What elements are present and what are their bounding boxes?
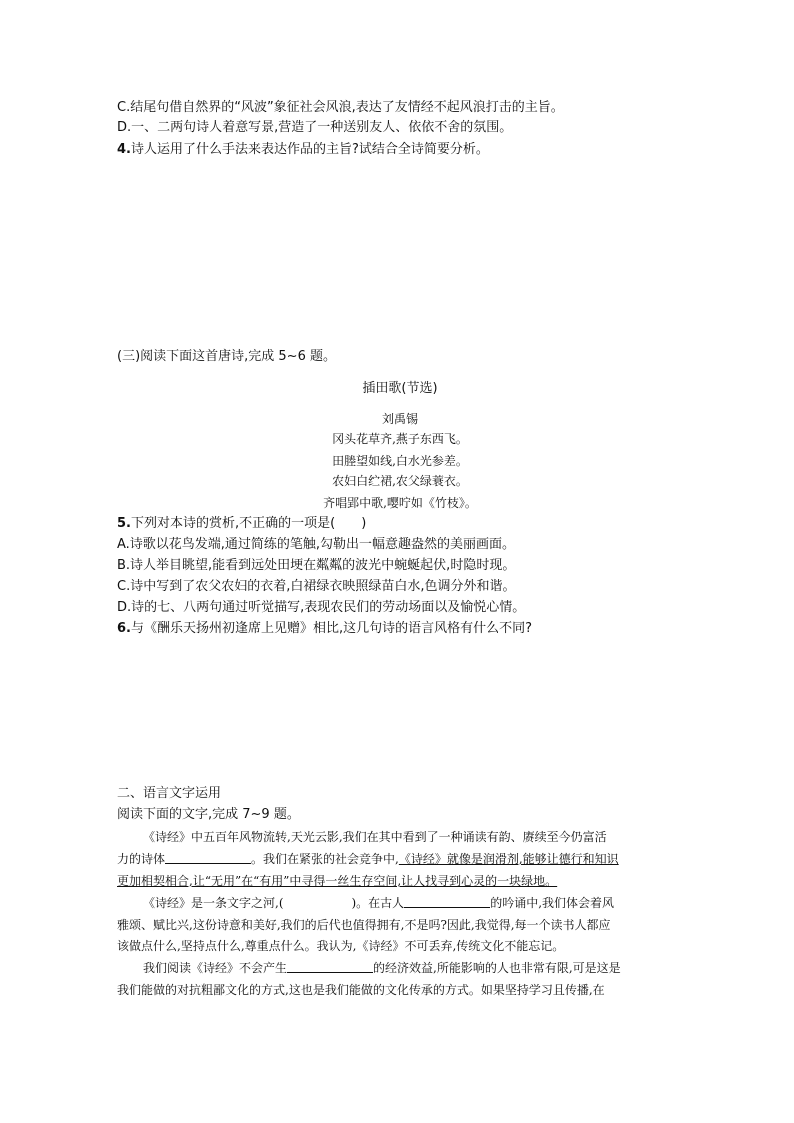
- poem-line-2: 田塍望如线,白水光参差。: [332, 454, 468, 468]
- passage-p1-line-1: 《诗经》中五百年风物流转,天光云影,我们在其中看到了一种诵读有韵、赓续至今仍富活: [143, 830, 607, 844]
- poem-author: 刘禹锡: [381, 412, 418, 426]
- passage-p1-line-2-b: 。我们在紧张的社会竞争中,: [251, 852, 399, 866]
- passage-p2-line-1-c: 的吟诵中,我们体会着风: [490, 896, 615, 910]
- passage-p1-line-3: 更加相契相合,让“无用”在“有用”中寻得一丝生存空间,让人找寻到心灵的一块绿地。: [117, 874, 558, 888]
- passage-p1-line-2-c: 《诗经》就像是润滑剂,能够让德行和知识: [398, 852, 619, 866]
- section-two-heading: 二、语言文字运用: [117, 786, 222, 801]
- passage-p2-line-2: 雅颂、赋比兴,这份诗意和美好,我们的后代也值得拥有,不是吗?因此,我觉得,每一个读书人都应: [117, 918, 611, 932]
- q5-option-b: B.诗人举目眺望,能看到远处田埂在粼粼的波光中蜿蜒起伏,时隐时现。: [117, 558, 516, 573]
- question-6-number: 6.: [117, 621, 131, 636]
- q3-option-d: D.一、二两句诗人着意写景,营造了一种送别友人、依依不舍的氛围。: [117, 120, 513, 135]
- question-4-text: 诗人运用了什么手法来表达作品的主旨?试结合全诗简要分析。: [130, 142, 489, 157]
- question-5: [117, 514, 366, 534]
- passage-p3-line-1-b: 的经济效益,所能影响的人也非常有限,可是这是: [373, 961, 621, 975]
- question-5-number: 5.: [117, 516, 131, 531]
- passage-p2-line-1-a: 《诗经》是一条文字之河,(: [143, 896, 284, 910]
- question-6-text: 与《酬乐天扬州初逢席上见赠》相比,这几句诗的语言风格有什么不同?: [130, 621, 533, 636]
- passage-p1-line-2-a: 力的诗体: [117, 852, 166, 866]
- passage-p2-line-1-b: )。在古人: [351, 896, 405, 910]
- section-three-intro: (三)阅读下面这首唐诗,完成 5~6 题。: [117, 349, 336, 364]
- passage-p1-line-2: [117, 849, 619, 869]
- section-two-instruction: 阅读下面的文字,完成 7~9 题。: [117, 807, 300, 822]
- question-5-text: 下列对本诗的赏析,不正确的一项是( ): [130, 516, 367, 531]
- passage-p2-line-3: 该做点什么,坚持点什么,尊重点什么。我认为,《诗经》不可丢弃,传统文化不能忘记。: [117, 939, 565, 953]
- passage-p3-line-1: [143, 958, 621, 978]
- passage-p2-line-1: [143, 893, 614, 913]
- q5-option-d: D.诗的七、八两句通过听觉描写,表现农民们的劳动场面以及愉悦心情。: [117, 600, 526, 615]
- poem-line-4: 齐唱郢中歌,嘤咛如《竹枝》。: [323, 496, 477, 510]
- poem-line-1: 冈头花草齐,燕子东西飞。: [332, 432, 468, 446]
- answer-blank-3[interactable]: [287, 960, 373, 973]
- poem-line-3: 农妇白纻裙,农父绿蓑衣。: [332, 474, 468, 488]
- question-6: [117, 619, 532, 639]
- answer-blank-1[interactable]: [165, 851, 251, 864]
- question-4-number: 4.: [117, 142, 131, 157]
- q5-option-a: A.诗歌以花鸟发端,通过简练的笔触,勾勒出一幅意趣盎然的美丽画面。: [117, 537, 516, 552]
- q5-option-c: C.诗中写到了农父农妇的衣着,白裙绿衣映照绿苗白水,色调分外和谐。: [117, 579, 516, 594]
- answer-blank-2[interactable]: [404, 895, 490, 908]
- question-4: [117, 140, 489, 160]
- poem-title: 插田歌(节选): [362, 381, 438, 396]
- passage-p3-line-2: 我们能做的对抗粗鄙文化的方式,这也是我们能做的文化传承的方式。如果坚持学习且传播,在: [117, 983, 605, 997]
- q3-option-c: C.结尾句借自然界的“风波”象征社会风浪,表达了友情经不起风浪打击的主旨。: [117, 100, 564, 115]
- passage-p3-line-1-a: 我们阅读《诗经》不会产生: [143, 961, 288, 975]
